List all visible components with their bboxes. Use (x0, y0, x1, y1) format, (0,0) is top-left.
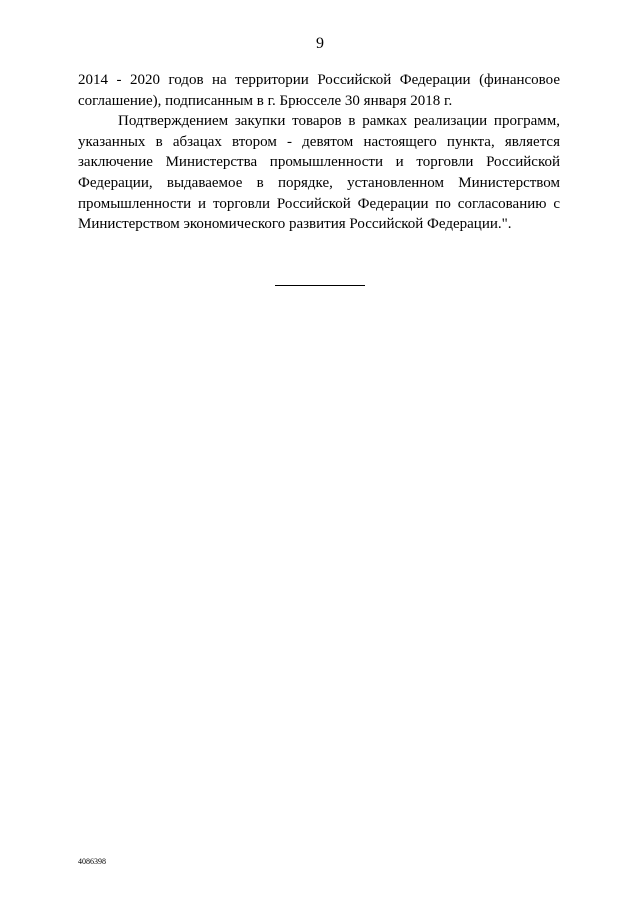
page-number: 9 (316, 35, 324, 52)
paragraph-continuation: 2014 - 2020 годов на территории Российской Федерации (финансовое соглашение), подписанным в г. Брюсселе 30 января 2018 г. (78, 72, 560, 109)
document-body (78, 70, 560, 235)
end-divider-line (275, 285, 365, 286)
document-code: 4086398 (78, 857, 106, 866)
paragraph-confirmation: Подтверждением закупки товаров в рамках реализации программ, указанных в абзацах втором - девятом настоящего пункта, является заключение Министерства промышленности и торговли Российской Федерации, выдаваемое в порядке, установленном Министерством промышленности и торговли Российской Федерации по согласованию с Министерством экономического развития Российской Федерации.". (78, 113, 560, 233)
